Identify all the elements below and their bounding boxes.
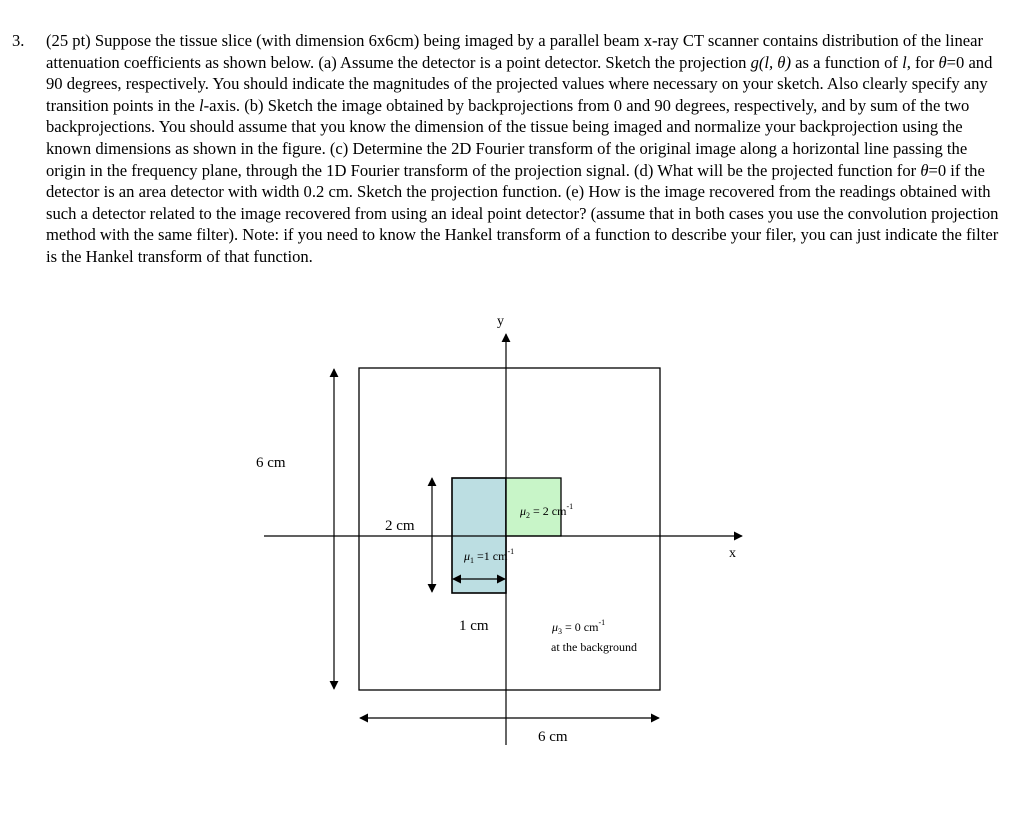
mu2-label: $\mu_2 = 2$ $cm^{-1}$ (520, 502, 574, 520)
y-axis-label: y (497, 314, 504, 329)
rect-width-label: 1 cm (459, 618, 489, 634)
x-axis-label: x (729, 546, 736, 561)
math-symbol: l (199, 95, 204, 115)
math-symbol: θ (920, 160, 929, 180)
mu3-label: $\mu_3 = 0$ $cm^{-1}$ (552, 618, 606, 636)
height-label: 6 cm (256, 455, 286, 471)
math-symbol: θ (938, 52, 947, 72)
width-label: 6 cm (538, 729, 568, 745)
text-run: (25 pt) Suppose the tissue slice (with dimension 6x6cm) being imaged by a parallel beam x-ray CT scanner contains distribution of the linear attenuation coefficients as shown below. (a) Assume the detector is a point detector. Sketch the projection (46, 31, 984, 72)
mu1-label: $\mu_1 =1$ $cm^{-1}$ (464, 547, 515, 565)
rect-height-label: 2 cm (385, 518, 415, 534)
text-run: =0 and 90 degrees, respectively. You should indicate the magnitudes of the projected values where necessary on your sketch. Also clearly specify any transition points in the (46, 52, 993, 115)
math-symbol: l (902, 52, 907, 72)
problem-number: 3. (12, 31, 25, 50)
background-note: at the background (551, 640, 637, 654)
text-run: -axis. (b) Sketch the image obtained by backprojections from 0 and 90 degrees, respectively, and by sum of the two backprojections. You should assume that you know the dimension of the tissue being imaged and normalize your backprojection using the known dimensions as shown in the figure. (c) Determine the 2D Fourier transform of the original image along a horizontal line passing the origin in the frequency plane, through the 1D Fourier transform of the projection signal. (d) What will be the projected function for (46, 95, 970, 180)
text-run: =0 if the detector is an area detector with width 0.2 cm. Sketch the projection function. (e) How is the image recovered from the readings obtained with such a detector related to the image recovered from using an ideal point detector? (assume that in both cases you use the convolution projection method with the same filter). Note: if you need to know the Hankel transform of a function to describe your filer, you can just indicate the filter is the Hankel transform of that function. (46, 160, 999, 266)
math-symbol: g(l, θ) (750, 52, 791, 72)
text-run: , for (906, 52, 939, 72)
text-run: as a function of (791, 52, 903, 72)
